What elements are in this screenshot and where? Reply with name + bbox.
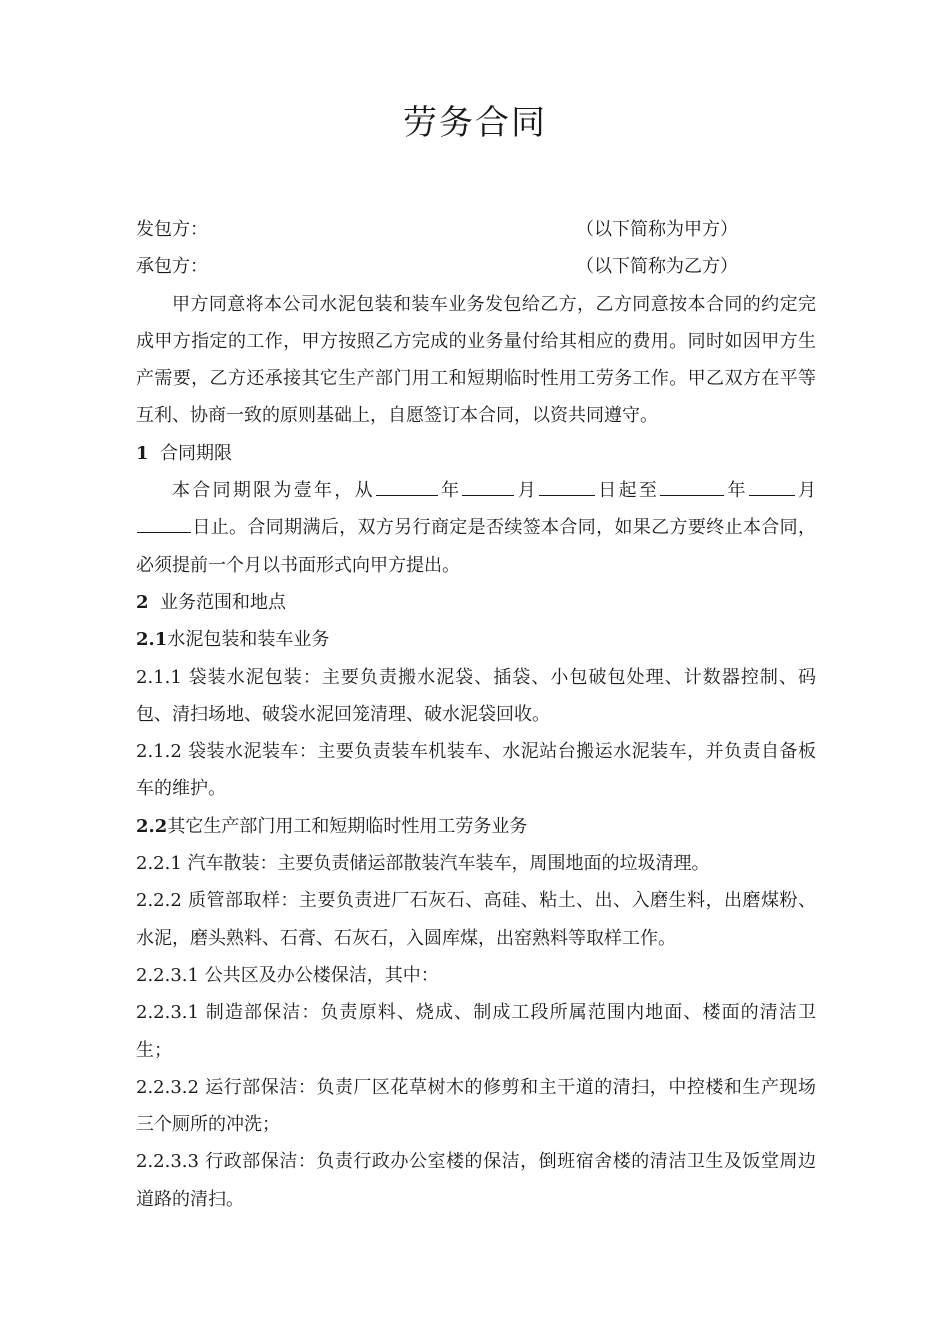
- term-end-month-blank: [749, 477, 795, 496]
- section-1-heading: [136, 435, 816, 472]
- term-year-label: 年: [438, 480, 462, 502]
- term-day-from-label: 日起至: [596, 480, 660, 502]
- clause-2-2-3-3: 2.2.3.3 行政部保洁：负责行政办公室楼的保洁，倒班宿舍楼的清洁卫生及饭堂周边道路的清扫。: [136, 1151, 816, 1210]
- party-b-line: [136, 248, 816, 285]
- term-month2-label: 月: [795, 480, 817, 502]
- term-rest: 日止。合同期满后，双方另行商定是否续签本合同，如果乙方要终止本合同，必须提前一个月以书面形式向甲方提出。: [136, 517, 816, 576]
- section-2-heading: [136, 584, 816, 621]
- clause-2-2-2: 2.2.2 质管部取样：主要负责进厂石灰石、高硅、粘土、出、入磨生料，出磨煤粉、水泥，磨头熟料、石膏、石灰石，入圆库煤，出窑熟料等取样工作。: [136, 890, 816, 949]
- party-a-label: 发包方：: [136, 219, 208, 240]
- term-end-year-blank: [660, 477, 724, 496]
- party-a-note: （以下简称为甲方）: [576, 219, 738, 240]
- party-a-line: [136, 211, 816, 248]
- term-paragraph: [136, 472, 816, 584]
- intro-paragraph: 甲方同意将本公司水泥包装和装车业务发包给乙方，乙方同意按本合同的约定完成甲方指定的工作，甲方按照乙方完成的业务量付给其相应的费用。同时如因甲方生产需要，乙方还承接其它生产部门用工和短期临时性用工劳务工作。甲乙双方在平等互利、协商一致的原则基础上，自愿签订本合同，以资共同遵守。: [136, 293, 816, 427]
- section-2-2-heading: [136, 808, 816, 845]
- section-2-2-number: 2.2: [136, 815, 168, 837]
- section-1-title: 合同期限: [159, 442, 232, 464]
- party-b-note: （以下简称为乙方）: [576, 256, 738, 278]
- term-prefix: 本合同期限为壹年，从: [172, 480, 375, 502]
- section-2-title: 业务范围和地点: [159, 591, 286, 613]
- clause-2-2-3-2: 2.2.3.2 运行部保洁：负责厂区花草树木的修剪和主干道的清扫，中控楼和生产现场三个厕所的冲洗；: [136, 1076, 816, 1136]
- section-2-number: 2: [136, 591, 149, 613]
- clause-2-2-1: 2.2.1 汽车散装：主要负责储运部散装汽车装车，周围地面的垃圾清理。: [136, 853, 710, 875]
- party-b-label: 承包方：: [136, 256, 208, 278]
- clause-2-1-2: 2.1.2 袋装水泥装车：主要负责装车机装车、水泥站台搬运水泥装车，并负责自备板车的维护。: [136, 741, 816, 800]
- clause-2-1-1: 2.1.1 袋装水泥包装：主要负责搬水泥袋、插袋、小包破包处理、计数器控制、码包、清扫场地、破袋水泥回笼清理、破水泥袋回收。: [136, 666, 816, 725]
- term-start-year-blank: [376, 477, 438, 496]
- clause-2-2-3: 2.2.3.1 公共区及办公楼保洁，其中：: [136, 964, 439, 986]
- section-2-1-number: 2.1: [136, 629, 168, 651]
- term-month-label: 月: [515, 480, 539, 502]
- term-year2-label: 年: [725, 480, 748, 502]
- section-2-2-title: 其它生产部门用工和短期临时性用工劳务业务: [167, 815, 528, 837]
- section-2-1-heading: [136, 621, 816, 658]
- section-1-number: 1: [136, 442, 149, 464]
- section-2-1-title: 水泥包装和装车业务: [167, 629, 330, 651]
- term-start-month-blank: [462, 477, 514, 496]
- clause-2-2-3-1: 2.2.3.1 制造部保洁：负责原料、烧成、制成工段所属范围内地面、楼面的清洁卫生；: [136, 1002, 816, 1061]
- term-end-day-blank: [137, 514, 191, 533]
- term-start-day-blank: [539, 477, 595, 496]
- document-body: [136, 211, 816, 1218]
- document-title: 劳务合同: [403, 103, 547, 143]
